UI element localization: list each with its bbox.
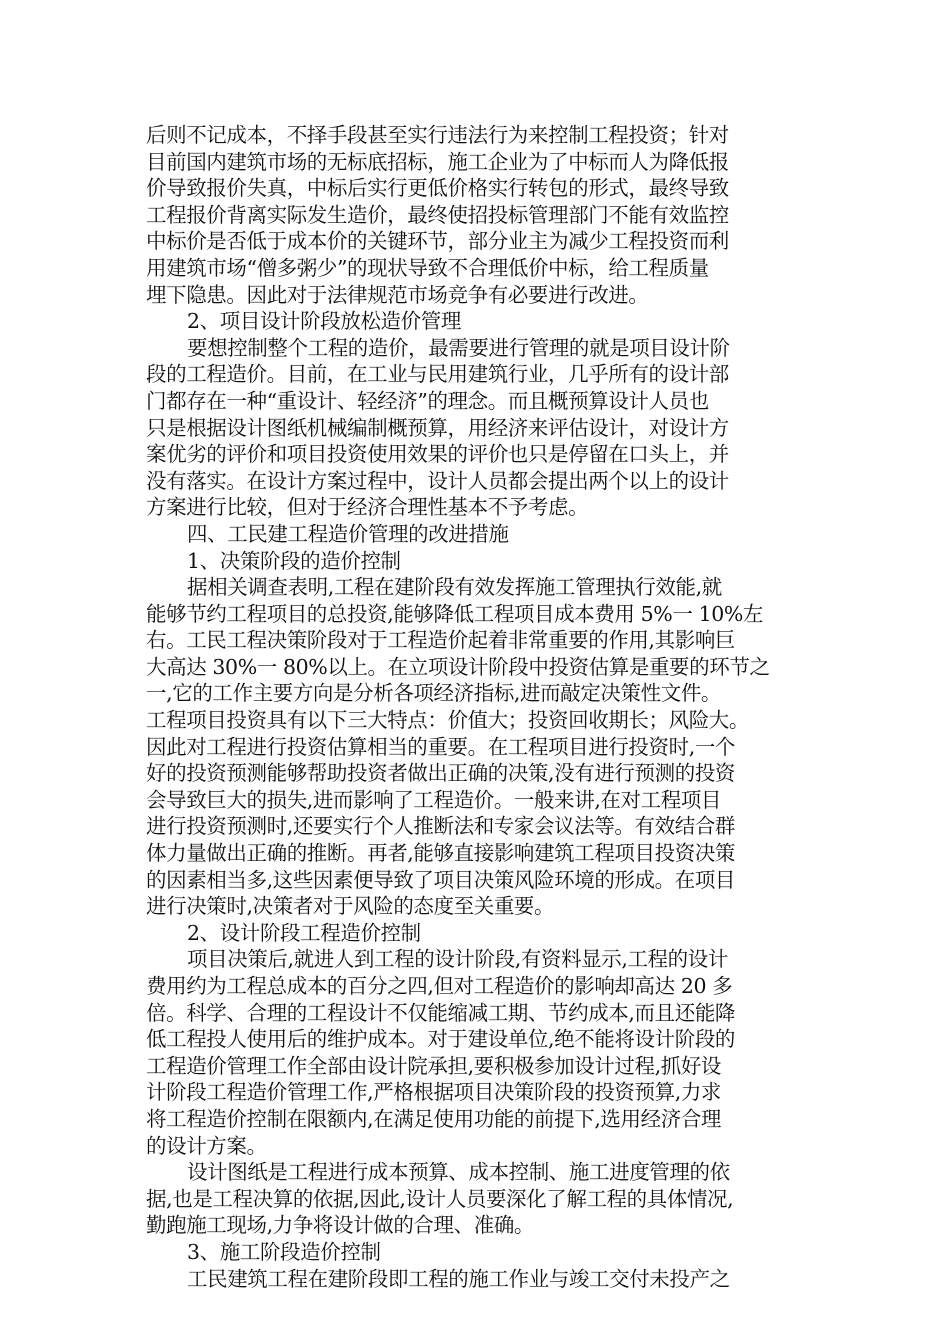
text-line: 2、项目设计阶段放松造价管理 <box>187 309 461 334</box>
text-line: 会导致巨大的损失,进而影响了工程造价。一般来讲,在对工程项目 <box>146 787 722 812</box>
text-line: 案优劣的评价和项目投资使用效果的评价也只是停留在口头上，并 <box>146 442 729 467</box>
text-line: 工程报价背离实际发生造价，最终使招投标管理部门不能有效监控 <box>146 202 729 227</box>
text-line: 3、施工阶段造价控制 <box>187 1239 381 1264</box>
text-line: 一,它的工作主要方向是分析各项经济指标,进而敲定决策性文件。 <box>146 681 722 706</box>
text-line: 用建筑市场“僧多粥少”的现状导致不合理低价中标，给工程质量 <box>146 255 709 280</box>
text-line: 段的工程造价。目前，在工业与民用建筑行业，几乎所有的设计部 <box>146 362 729 387</box>
text-line: 工程项目投资具有以下三大特点：价值大；投资回收期长；风险大。 <box>146 708 749 733</box>
text-line: 将工程造价控制在限额内,在满足使用功能的前提下,选用经济合理 <box>146 1106 722 1131</box>
text-line: 费用约为工程总成本的百分之四,但对工程造价的影响却高达 20 多 <box>146 974 733 998</box>
text-line: 方案进行比较，但对于经济合理性基本不予考虑。 <box>146 495 589 520</box>
text-line: 工程造价管理工作全部由设计院承担,要积极参加设计过程,抓好设 <box>146 1053 722 1078</box>
text-line: 后则不记成本，不择手段甚至实行违法行为来控制工程投资；针对 <box>146 123 729 147</box>
text-line: 工民建筑工程在建阶段即工程的施工作业与竣工交付未投产之 <box>187 1266 730 1291</box>
text-line: 中标价是否低于成本价的关键环节，部分业主为减少工程投资而利 <box>146 229 729 254</box>
text-line: 体力量做出正确的推断。再者,能够直接影响建筑工程项目投资决策 <box>146 841 736 866</box>
text-line: 计阶段工程造价管理工作,严格根据项目决策阶段的投资预算,力求 <box>146 1080 722 1105</box>
text-line: 据,也是工程决算的依据,因此,设计人员要深化了解工程的具体情况, <box>146 1186 734 1211</box>
text-line: 2、设计阶段工程造价控制 <box>187 920 421 945</box>
text-line: 勤跑施工现场,力争将设计做的合理、准确。 <box>146 1213 535 1238</box>
text-line: 的设计方案。 <box>146 1133 267 1158</box>
text-line: 据相关调查表明,工程在建阶段有效发挥施工管理执行效能,就 <box>187 575 722 600</box>
text-line: 进行决策时,决策者对于风险的态度至关重要。 <box>146 894 555 919</box>
text-line: 四、工民建工程造价管理的改进措施 <box>187 521 509 546</box>
text-line: 因此对工程进行投资估算相当的重要。在工程项目进行投资时,一个 <box>146 734 736 759</box>
text-line: 要想控制整个工程的造价，最需要进行管理的就是项目设计阶 <box>187 335 730 360</box>
text-line: 项目决策后,就进人到工程的设计阶段,有资料显示,工程的设计 <box>187 947 728 972</box>
document-page <box>146 122 800 1292</box>
text-line: 倍。科学、合理的工程设计不仅能缩减工期、节约成本,而且还能降 <box>146 1000 736 1025</box>
text-line: 好的投资预测能够帮助投资者做出正确的决策,没有进行预测的投资 <box>146 761 736 786</box>
text-line: 大高达 30%一 80%以上。在立项设计阶段中投资估算是重要的环节之 <box>146 654 770 679</box>
text-line: 低工程投人使用后的维护成本。对于建设单位,绝不能将设计阶段的 <box>146 1027 736 1052</box>
text-line: 目前国内建筑市场的无标底招标，施工企业为了中标而人为降低报 <box>146 149 729 174</box>
text-line: 进行投资预测时,还要实行个人推断法和专家会议法等。有效结合群 <box>146 814 736 839</box>
text-line: 设计图纸是工程进行成本预算、成本控制、施工进度管理的依 <box>187 1160 730 1185</box>
text-line: 只是根据设计图纸机械编制概预算，用经济来评估设计，对设计方 <box>146 415 729 440</box>
text-line: 能够节约工程项目的总投资,能够降低工程项目成本费用 5%一 10%左 <box>146 601 764 626</box>
text-line: 埋下隐患。因此对于法律规范市场竞争有必要进行改进。 <box>146 282 649 307</box>
text-line: 没有落实。在设计方案过程中，设计人员都会提出两个以上的设计 <box>146 468 729 493</box>
text-line: 门都存在一种“重设计、轻经济”的理念。而且概预算设计人员也 <box>146 388 709 413</box>
text-line: 右。工民工程决策阶段对于工程造价起着非常重要的作用,其影响巨 <box>146 628 736 653</box>
text-line: 1、决策阶段的造价控制 <box>187 548 401 573</box>
text-line: 价导致报价失真，中标后实行更低价格实行转包的形式，最终导致 <box>146 176 729 201</box>
text-line: 的因素相当多,这些因素便导致了项目决策风险环境的形成。在项目 <box>146 867 736 892</box>
